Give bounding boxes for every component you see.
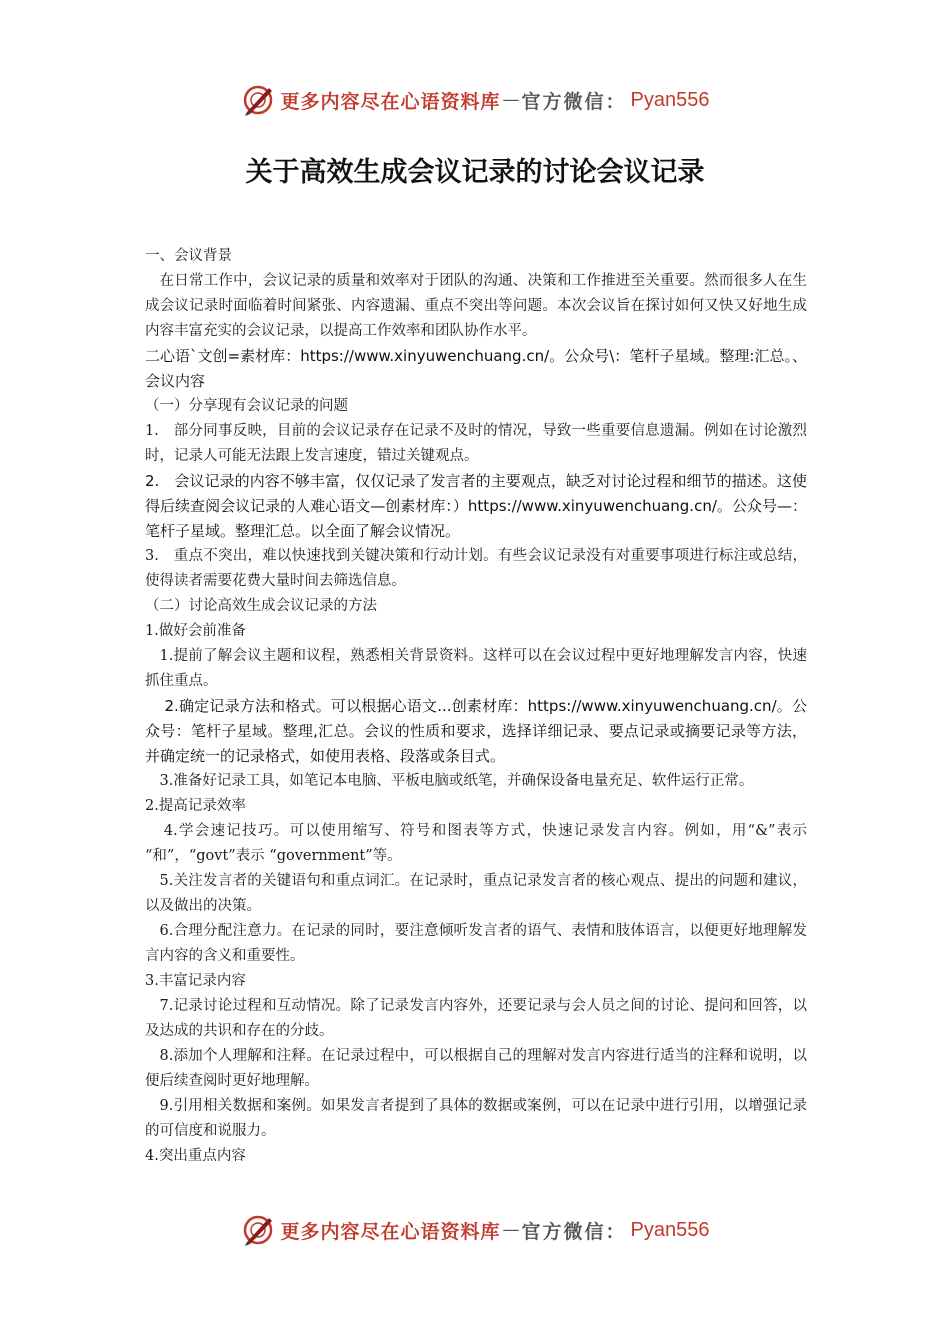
paragraph-item-5: 5.关注发言者的关键语句和重点词汇。在记录时，重点记录发言者的核心观点、提出的问题和建议，以及做出的决策。 bbox=[145, 873, 807, 914]
paragraph-watermark-1: 二心语`文创=素材库：https://www.xinyuwenchuang.cn/。公众号\：笔杆子星域。整理:汇总。、会议内容 bbox=[145, 347, 807, 390]
heading-preparation: 1.做好会前准备 bbox=[145, 623, 246, 639]
banner-official-label: 官方微信： bbox=[521, 90, 627, 113]
heading-efficiency: 2.提高记录效率 bbox=[145, 798, 246, 814]
section-heading-background: 一、会议背景 bbox=[145, 248, 232, 264]
document-title: 关于高效生成会议记录的讨论会议记录 bbox=[245, 157, 705, 188]
banner-wechat-id: Pyan556 bbox=[630, 88, 710, 111]
subsection-heading-methods: （二）讨论高效生成会议记录的方法 bbox=[145, 598, 377, 614]
paragraph-problem-1: 1. 部分同事反映，目前的会议记录存在记录不及时的情况，导致一些重要信息遗漏。例如在讨论激烈时，记录人可能无法跟上发言速度，错过关键观点。 bbox=[145, 423, 807, 464]
pen-logo-icon bbox=[241, 1212, 277, 1248]
paragraph-item-4: 4.学会速记技巧。可以使用缩写、符号和图表等方式，快速记录发言内容。例如，用“&”表示 “和”，“govt”表示 “government”等。 bbox=[145, 823, 807, 864]
banner-brand-text: 更多内容尽在心语资料库 bbox=[280, 1220, 501, 1243]
heading-highlight: 4.突出重点内容 bbox=[145, 1148, 246, 1164]
document-body bbox=[145, 244, 807, 1169]
header-watermark-banner bbox=[0, 80, 950, 120]
paragraph-item-8: 8.添加个人理解和注释。在记录过程中，可以根据自己的理解对发言内容进行适当的注释和说明，以便后续查阅时更好地理解。 bbox=[145, 1048, 807, 1089]
banner-brand-text: 更多内容尽在心语资料库 bbox=[280, 90, 501, 113]
banner-official-label: 官方微信： bbox=[521, 1220, 627, 1243]
banner-dash: — bbox=[502, 90, 520, 110]
banner-wechat-id: Pyan556 bbox=[630, 1218, 710, 1241]
paragraph-item-1: 1.提前了解会议主题和议程，熟悉相关背景资料。这样可以在会议过程中更好地理解发言内容，快速抓住重点。 bbox=[145, 648, 807, 689]
paragraph-item-6: 6.合理分配注意力。在记录的同时，要注意倾听发言者的语气、表情和肢体语言，以便更好地理解发言内容的含义和重要性。 bbox=[145, 923, 807, 964]
paragraph-background: 在日常工作中，会议记录的质量和效率对于团队的沟通、决策和工作推进至关重要。然而很多人在生成会议记录时面临着时间紧张、内容遗漏、重点不突出等问题。本次会议旨在探讨如何又快又好地生成内容丰富充实的会议记录，以提高工作效率和团队协作水平。 bbox=[145, 273, 807, 339]
pen-logo-icon bbox=[241, 82, 277, 118]
subsection-heading-problems: （一）分享现有会议记录的问题 bbox=[145, 398, 348, 414]
paragraph-item-3: 3.准备好记录工具，如笔记本电脑、平板电脑或纸笔，并确保设备电量充足、软件运行正常。 bbox=[159, 773, 754, 789]
banner-dash: — bbox=[502, 1220, 520, 1240]
heading-enrich: 3.丰富记录内容 bbox=[145, 973, 246, 989]
paragraph-item-9: 9.引用相关数据和案例。如果发言者提到了具体的数据或案例，可以在记录中进行引用，以增强记录的可信度和说服力。 bbox=[145, 1098, 807, 1139]
paragraph-item-2: 2.确定记录方法和格式。可以根据心语文...创素材库：https://www.xinyuwenchuang.cn/。公众号：笔杆子星域。整理,汇总。会议的性质和要求，选择详细记录、要点记录或摘要记录等方法，并确定统一的记录格式，如使用表格、段落或条目式。 bbox=[145, 697, 807, 765]
footer-watermark-banner bbox=[0, 1210, 950, 1250]
paragraph-item-7: 7.记录讨论过程和互动情况。除了记录发言内容外，还要记录与会人员之间的讨论、提问和回答，以及达成的共识和存在的分歧。 bbox=[145, 998, 807, 1039]
paragraph-problem-2: 2. 会议记录的内容不够丰富，仅仅记录了发言者的主要观点，缺乏对讨论过程和细节的描述。这使得后续查阅会议记录的人难心语文—创素材库：）https://www.xinyuwenchuang.cn/。公众号—：笔杆子星域。整理汇总。以全面了解会议情况。 bbox=[145, 472, 807, 540]
paragraph-problem-3: 3. 重点不突出，难以快速找到关键决策和行动计划。有些会议记录没有对重要事项进行标注或总结，使得读者需要花费大量时间去筛选信息。 bbox=[145, 548, 807, 589]
